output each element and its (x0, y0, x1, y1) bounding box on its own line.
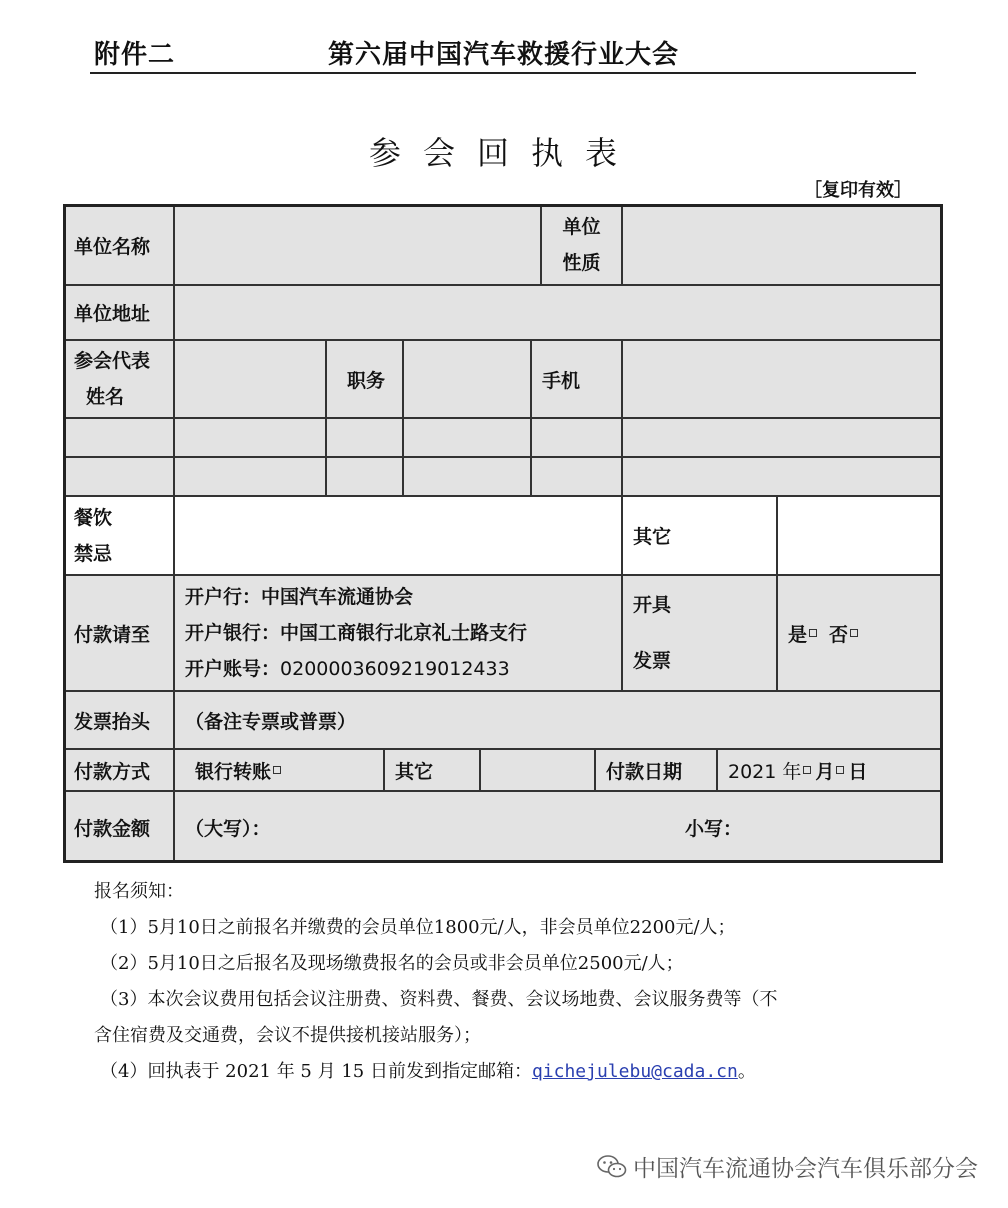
invoice-title-field[interactable]: （备注专票或普票） (174, 691, 943, 749)
position-field-3[interactable] (403, 457, 531, 496)
position-field-2[interactable] (403, 418, 531, 457)
amount-upper-label: （大写）： (185, 817, 271, 840)
diet-label-line1: 餐饮 (74, 506, 113, 529)
diet-restriction-label (63, 496, 174, 575)
position-label: 职务 (326, 340, 403, 418)
rep-name-field[interactable] (174, 340, 326, 418)
rep-name-field-2[interactable] (63, 418, 174, 457)
form-title: 参会回执表 (368, 134, 639, 172)
note-item-3-line2: 含住宿费及交通费，会议不提供接机接站服务）； (94, 1025, 481, 1046)
wechat-watermark (597, 1150, 978, 1183)
bank-account-number (185, 651, 510, 687)
invoice-title-label: 发票抬头 (63, 691, 174, 749)
invoice-label (622, 575, 777, 691)
mobile-field-3[interactable] (622, 457, 943, 496)
bank-transfer-option[interactable] (174, 749, 384, 791)
note-item-4-suffix: 。 (737, 1061, 756, 1082)
note-item-1: （1）5月10日之前报名并缴费的会员单位1800元/人，非会员单位2200元/人； (100, 917, 736, 938)
payment-method-label: 付款方式 (63, 749, 174, 791)
rep-extra-field-3[interactable] (174, 457, 326, 496)
bank-account-prefix: 开户账号： (185, 658, 281, 680)
invoice-no-label: 否 (829, 623, 849, 646)
bank-transfer-checkbox[interactable] (273, 766, 281, 774)
bank-account-name: 开户行：中国汽车流通协会 (185, 586, 414, 608)
payment-amount-label: 付款金额 (63, 791, 174, 863)
day-blank[interactable] (836, 766, 844, 774)
org-type-label-line2: 性质 (562, 252, 601, 274)
payment-to-label: 付款请至 (63, 575, 174, 691)
date-year: 2021 年 (728, 760, 802, 783)
payment-date-label: 付款日期 (595, 749, 717, 791)
payment-amount-field[interactable] (174, 791, 943, 863)
date-month: 月 (815, 760, 835, 783)
mobile-cell-3[interactable] (531, 457, 622, 496)
amount-lower-label: 小写： (685, 817, 743, 840)
mobile-label: 手机 (531, 340, 622, 418)
invoice-yes-checkbox[interactable] (809, 629, 817, 637)
rep-name-label-line1: 参会代表 (74, 350, 151, 372)
position-cell-3[interactable] (326, 457, 403, 496)
month-blank[interactable] (803, 766, 811, 774)
registration-notes (94, 874, 924, 1090)
note-item-3-line1: （3）本次会议费用包括会议注册费、资料费、餐费、会议场地费、会议服务费等（不 (100, 989, 778, 1010)
other-method-label: 其它 (384, 749, 480, 791)
notes-heading: 报名须知： (94, 881, 184, 902)
diet-restriction-field[interactable] (174, 496, 622, 575)
org-name-label: 单位名称 (63, 205, 174, 285)
note-item-4-prefix: （4）回执表于 2021 年 5 月 15 日前发到指定邮箱： (100, 1061, 532, 1082)
mobile-field[interactable] (622, 340, 943, 418)
watermark-text: 中国汽车流通协会汽车俱乐部分会 (633, 1156, 978, 1182)
bank-info (174, 575, 622, 691)
org-address-label: 单位地址 (63, 285, 174, 340)
org-type-label (541, 205, 622, 285)
rep-name-field-3[interactable] (63, 457, 174, 496)
other-label: 其它 (622, 496, 777, 575)
invoice-label-line1: 开具 (633, 594, 672, 616)
bank-account-digits: 0200003609219012433 (280, 658, 510, 680)
org-type-label-line1: 单位 (562, 216, 601, 238)
other-method-field[interactable] (480, 749, 595, 791)
payment-date-field[interactable] (717, 749, 943, 791)
other-field[interactable] (777, 496, 943, 575)
rep-name-label-line2: 姓名 (86, 386, 125, 408)
invoice-label-line2: 发票 (633, 650, 672, 672)
wechat-icon (597, 1154, 627, 1180)
copy-valid-note: ［复印有效］ (804, 180, 912, 201)
submission-email-link[interactable]: qichejulebu@cada.cn (531, 1061, 738, 1082)
note-item-4 (94, 1054, 924, 1090)
bank-transfer-label: 银行转账 (195, 760, 272, 783)
position-field[interactable] (403, 340, 531, 418)
invoice-yes-label: 是 (788, 623, 808, 646)
header-divider (90, 72, 916, 74)
date-day: 日 (848, 760, 868, 783)
bank-name: 开户银行：中国工商银行北京礼士路支行 (185, 622, 528, 644)
attachment-label: 附件二 (94, 40, 176, 70)
note-item-2: （2）5月10日之后报名及现场缴费报名的会员或非会员单位2500元/人； (100, 953, 684, 974)
event-title: 第六届中国汽车救援行业大会 (328, 40, 680, 70)
mobile-field-2[interactable] (622, 418, 943, 457)
rep-name-label (63, 340, 174, 418)
invoice-options (777, 575, 943, 691)
rep-extra-field-2[interactable] (174, 418, 326, 457)
position-cell-2[interactable] (326, 418, 403, 457)
mobile-cell-2[interactable] (531, 418, 622, 457)
diet-label-line2: 禁忌 (74, 542, 113, 565)
org-type-field[interactable] (622, 205, 943, 285)
invoice-no-checkbox[interactable] (850, 629, 858, 637)
org-address-field[interactable] (174, 285, 943, 340)
org-name-field[interactable] (174, 205, 541, 285)
